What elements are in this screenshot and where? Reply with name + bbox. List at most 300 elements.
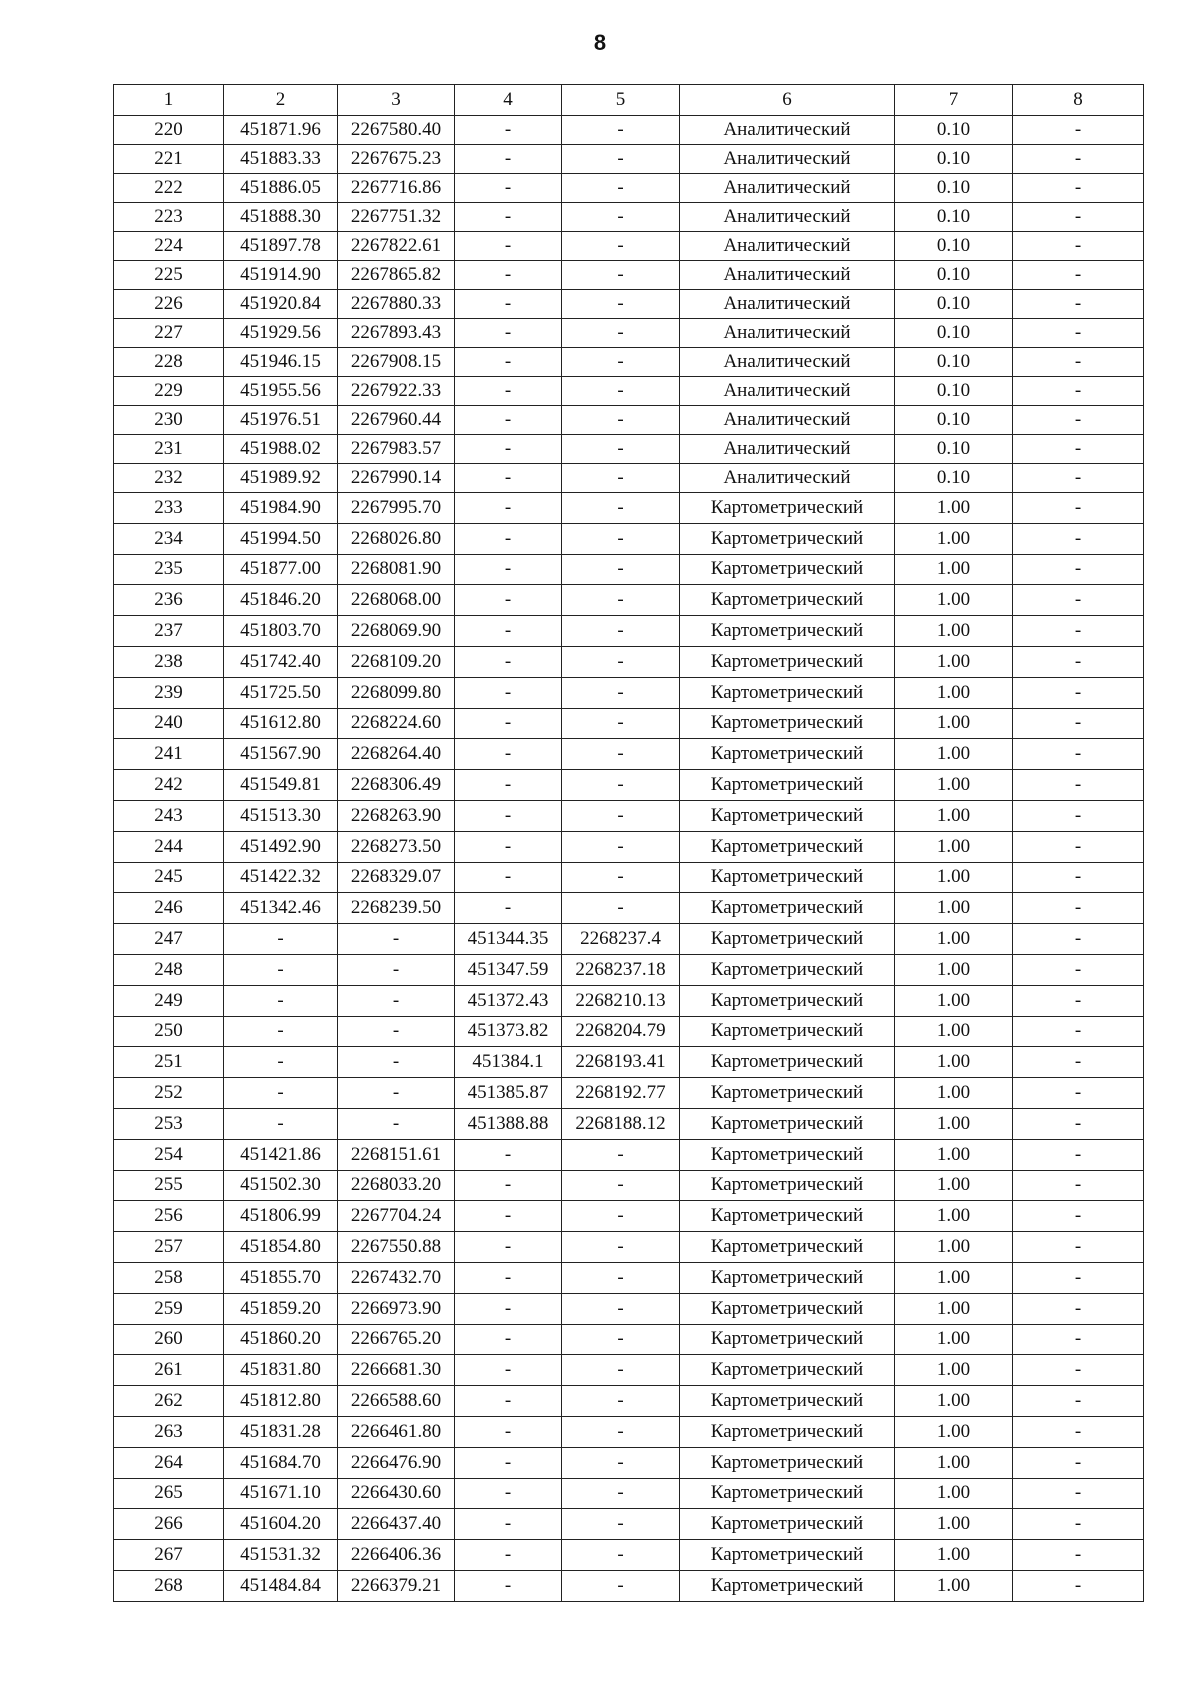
note-cell: - bbox=[1013, 1170, 1144, 1201]
x-cell: 451854.80 bbox=[224, 1232, 338, 1263]
y-new-cell: - bbox=[562, 1570, 680, 1601]
y-cell: 2268263.90 bbox=[338, 800, 455, 831]
note-cell: - bbox=[1013, 954, 1144, 985]
table-row bbox=[114, 1170, 1144, 1201]
method-cell: Картометрический bbox=[680, 616, 895, 647]
accuracy-cell: 1.00 bbox=[895, 1478, 1013, 1509]
y-cell: - bbox=[338, 954, 455, 985]
table-row bbox=[114, 1447, 1144, 1478]
table-row bbox=[114, 1324, 1144, 1355]
table-row bbox=[114, 319, 1144, 348]
y-cell: - bbox=[338, 1047, 455, 1078]
method-cell: Картометрический bbox=[680, 1139, 895, 1170]
note-cell: - bbox=[1013, 1416, 1144, 1447]
x-new-cell: - bbox=[455, 585, 562, 616]
x-cell: 451888.30 bbox=[224, 203, 338, 232]
note-cell: - bbox=[1013, 232, 1144, 261]
x-new-cell: - bbox=[455, 145, 562, 174]
table-row bbox=[114, 1139, 1144, 1170]
accuracy-cell: 1.00 bbox=[895, 677, 1013, 708]
accuracy-cell: 1.00 bbox=[895, 1078, 1013, 1109]
coordinates-table bbox=[113, 84, 1144, 1602]
y-new-cell: - bbox=[562, 1509, 680, 1540]
y-cell: 2267580.40 bbox=[338, 116, 455, 145]
accuracy-cell: 1.00 bbox=[895, 1416, 1013, 1447]
y-cell: 2267822.61 bbox=[338, 232, 455, 261]
accuracy-cell: 0.10 bbox=[895, 261, 1013, 290]
x-new-cell: - bbox=[455, 862, 562, 893]
point-number-cell: 227 bbox=[114, 319, 224, 348]
y-cell: 2267880.33 bbox=[338, 290, 455, 319]
y-cell: 2268273.50 bbox=[338, 831, 455, 862]
column-header: 5 bbox=[562, 85, 680, 116]
table-row bbox=[114, 1570, 1144, 1601]
accuracy-cell: 1.00 bbox=[895, 1540, 1013, 1571]
method-cell: Картометрический bbox=[680, 893, 895, 924]
table-row bbox=[114, 116, 1144, 145]
y-cell: 2268264.40 bbox=[338, 739, 455, 770]
y-new-cell: - bbox=[562, 1139, 680, 1170]
accuracy-cell: 0.10 bbox=[895, 464, 1013, 493]
accuracy-cell: 1.00 bbox=[895, 1293, 1013, 1324]
point-number-cell: 238 bbox=[114, 646, 224, 677]
y-cell: 2266379.21 bbox=[338, 1570, 455, 1601]
y-new-cell: - bbox=[562, 616, 680, 647]
y-cell: 2268109.20 bbox=[338, 646, 455, 677]
y-new-cell: 2268210.13 bbox=[562, 985, 680, 1016]
table-row bbox=[114, 1201, 1144, 1232]
y-new-cell: - bbox=[562, 1447, 680, 1478]
note-cell: - bbox=[1013, 1078, 1144, 1109]
column-header: 6 bbox=[680, 85, 895, 116]
method-cell: Картометрический bbox=[680, 1324, 895, 1355]
x-new-cell: - bbox=[455, 319, 562, 348]
note-cell: - bbox=[1013, 1386, 1144, 1417]
x-cell: 451877.00 bbox=[224, 554, 338, 585]
x-new-cell: - bbox=[455, 174, 562, 203]
table-row bbox=[114, 770, 1144, 801]
note-cell: - bbox=[1013, 290, 1144, 319]
y-cell: 2266437.40 bbox=[338, 1509, 455, 1540]
note-cell: - bbox=[1013, 1232, 1144, 1263]
x-cell: 451806.99 bbox=[224, 1201, 338, 1232]
accuracy-cell: 0.10 bbox=[895, 319, 1013, 348]
method-cell: Аналитический bbox=[680, 116, 895, 145]
accuracy-cell: 1.00 bbox=[895, 770, 1013, 801]
table-row bbox=[114, 145, 1144, 174]
point-number-cell: 264 bbox=[114, 1447, 224, 1478]
method-cell: Картометрический bbox=[680, 1047, 895, 1078]
x-new-cell: - bbox=[455, 1201, 562, 1232]
x-new-cell: - bbox=[455, 800, 562, 831]
accuracy-cell: 1.00 bbox=[895, 954, 1013, 985]
x-cell: 451914.90 bbox=[224, 261, 338, 290]
note-cell: - bbox=[1013, 493, 1144, 524]
accuracy-cell: 1.00 bbox=[895, 708, 1013, 739]
x-cell: 451612.80 bbox=[224, 708, 338, 739]
table-row bbox=[114, 1386, 1144, 1417]
method-cell: Аналитический bbox=[680, 435, 895, 464]
method-cell: Аналитический bbox=[680, 232, 895, 261]
y-cell: 2267865.82 bbox=[338, 261, 455, 290]
method-cell: Картометрический bbox=[680, 1447, 895, 1478]
table-row bbox=[114, 435, 1144, 464]
x-new-cell: - bbox=[455, 1447, 562, 1478]
x-new-cell: - bbox=[455, 523, 562, 554]
point-number-cell: 234 bbox=[114, 523, 224, 554]
point-number-cell: 237 bbox=[114, 616, 224, 647]
table-row bbox=[114, 616, 1144, 647]
accuracy-cell: 1.00 bbox=[895, 1016, 1013, 1047]
x-new-cell: - bbox=[455, 203, 562, 232]
x-new-cell: 451385.87 bbox=[455, 1078, 562, 1109]
y-new-cell: 2268204.79 bbox=[562, 1016, 680, 1047]
accuracy-cell: 1.00 bbox=[895, 1108, 1013, 1139]
x-new-cell: - bbox=[455, 1509, 562, 1540]
y-new-cell: - bbox=[562, 677, 680, 708]
point-number-cell: 230 bbox=[114, 406, 224, 435]
y-cell: 2267675.23 bbox=[338, 145, 455, 174]
table-row bbox=[114, 174, 1144, 203]
x-cell: 451976.51 bbox=[224, 406, 338, 435]
x-new-cell: - bbox=[455, 261, 562, 290]
y-cell: 2267908.15 bbox=[338, 348, 455, 377]
table-row bbox=[114, 290, 1144, 319]
x-cell: - bbox=[224, 985, 338, 1016]
y-new-cell: - bbox=[562, 523, 680, 554]
table-row bbox=[114, 1293, 1144, 1324]
y-new-cell: - bbox=[562, 1355, 680, 1386]
table-row bbox=[114, 708, 1144, 739]
table-row bbox=[114, 1108, 1144, 1139]
method-cell: Картометрический bbox=[680, 770, 895, 801]
point-number-cell: 239 bbox=[114, 677, 224, 708]
table-row bbox=[114, 1416, 1144, 1447]
table-row bbox=[114, 1047, 1144, 1078]
accuracy-cell: 0.10 bbox=[895, 290, 1013, 319]
point-number-cell: 245 bbox=[114, 862, 224, 893]
y-new-cell: - bbox=[562, 1232, 680, 1263]
table-row bbox=[114, 1232, 1144, 1263]
y-new-cell: - bbox=[562, 1262, 680, 1293]
method-cell: Картометрический bbox=[680, 1262, 895, 1293]
table-row bbox=[114, 406, 1144, 435]
x-cell: 451897.78 bbox=[224, 232, 338, 261]
x-cell: 451860.20 bbox=[224, 1324, 338, 1355]
x-new-cell: 451384.1 bbox=[455, 1047, 562, 1078]
column-header: 4 bbox=[455, 85, 562, 116]
x-cell: 451604.20 bbox=[224, 1509, 338, 1540]
x-cell: 451492.90 bbox=[224, 831, 338, 862]
point-number-cell: 258 bbox=[114, 1262, 224, 1293]
point-number-cell: 242 bbox=[114, 770, 224, 801]
y-cell: 2267704.24 bbox=[338, 1201, 455, 1232]
y-new-cell: - bbox=[562, 708, 680, 739]
x-new-cell: - bbox=[455, 290, 562, 319]
y-cell: - bbox=[338, 985, 455, 1016]
method-cell: Аналитический bbox=[680, 377, 895, 406]
x-new-cell: - bbox=[455, 677, 562, 708]
x-cell: 451549.81 bbox=[224, 770, 338, 801]
method-cell: Картометрический bbox=[680, 1355, 895, 1386]
point-number-cell: 229 bbox=[114, 377, 224, 406]
y-cell: - bbox=[338, 924, 455, 955]
x-cell: 451742.40 bbox=[224, 646, 338, 677]
y-cell: 2268329.07 bbox=[338, 862, 455, 893]
accuracy-cell: 1.00 bbox=[895, 831, 1013, 862]
x-new-cell: - bbox=[455, 435, 562, 464]
method-cell: Аналитический bbox=[680, 406, 895, 435]
accuracy-cell: 1.00 bbox=[895, 1447, 1013, 1478]
accuracy-cell: 1.00 bbox=[895, 1355, 1013, 1386]
y-new-cell: - bbox=[562, 770, 680, 801]
x-cell: 451531.32 bbox=[224, 1540, 338, 1571]
y-cell: 2268069.90 bbox=[338, 616, 455, 647]
accuracy-cell: 1.00 bbox=[895, 1047, 1013, 1078]
x-cell: - bbox=[224, 1078, 338, 1109]
table-row bbox=[114, 1262, 1144, 1293]
y-new-cell: - bbox=[562, 464, 680, 493]
method-cell: Картометрический bbox=[680, 800, 895, 831]
note-cell: - bbox=[1013, 1540, 1144, 1571]
method-cell: Картометрический bbox=[680, 493, 895, 524]
y-new-cell: 2268237.4 bbox=[562, 924, 680, 955]
y-new-cell: - bbox=[562, 174, 680, 203]
note-cell: - bbox=[1013, 348, 1144, 377]
table-row bbox=[114, 348, 1144, 377]
method-cell: Картометрический bbox=[680, 924, 895, 955]
x-cell: 451684.70 bbox=[224, 1447, 338, 1478]
x-new-cell: - bbox=[455, 1170, 562, 1201]
point-number-cell: 247 bbox=[114, 924, 224, 955]
x-cell: 451502.30 bbox=[224, 1170, 338, 1201]
note-cell: - bbox=[1013, 893, 1144, 924]
x-new-cell: - bbox=[455, 348, 562, 377]
y-cell: 2268026.80 bbox=[338, 523, 455, 554]
note-cell: - bbox=[1013, 924, 1144, 955]
note-cell: - bbox=[1013, 261, 1144, 290]
x-cell: 451803.70 bbox=[224, 616, 338, 647]
y-cell: 2267432.70 bbox=[338, 1262, 455, 1293]
y-cell: - bbox=[338, 1108, 455, 1139]
y-new-cell: - bbox=[562, 1170, 680, 1201]
accuracy-cell: 1.00 bbox=[895, 893, 1013, 924]
point-number-cell: 224 bbox=[114, 232, 224, 261]
point-number-cell: 226 bbox=[114, 290, 224, 319]
y-cell: 2268033.20 bbox=[338, 1170, 455, 1201]
note-cell: - bbox=[1013, 554, 1144, 585]
method-cell: Картометрический bbox=[680, 1108, 895, 1139]
table-row bbox=[114, 377, 1144, 406]
accuracy-cell: 0.10 bbox=[895, 435, 1013, 464]
note-cell: - bbox=[1013, 1139, 1144, 1170]
x-new-cell: - bbox=[455, 406, 562, 435]
y-cell: 2268081.90 bbox=[338, 554, 455, 585]
x-cell: 451859.20 bbox=[224, 1293, 338, 1324]
accuracy-cell: 0.10 bbox=[895, 377, 1013, 406]
x-cell: - bbox=[224, 1016, 338, 1047]
method-cell: Аналитический bbox=[680, 174, 895, 203]
method-cell: Картометрический bbox=[680, 1478, 895, 1509]
y-new-cell: - bbox=[562, 290, 680, 319]
x-new-cell: - bbox=[455, 770, 562, 801]
x-new-cell: - bbox=[455, 616, 562, 647]
method-cell: Картометрический bbox=[680, 1416, 895, 1447]
note-cell: - bbox=[1013, 1047, 1144, 1078]
method-cell: Картометрический bbox=[680, 862, 895, 893]
x-new-cell: 451347.59 bbox=[455, 954, 562, 985]
y-new-cell: - bbox=[562, 406, 680, 435]
accuracy-cell: 0.10 bbox=[895, 145, 1013, 174]
x-cell: 451988.02 bbox=[224, 435, 338, 464]
table-row bbox=[114, 585, 1144, 616]
y-cell: 2267983.57 bbox=[338, 435, 455, 464]
point-number-cell: 221 bbox=[114, 145, 224, 174]
x-cell: 451342.46 bbox=[224, 893, 338, 924]
x-cell: 451871.96 bbox=[224, 116, 338, 145]
y-cell: 2266973.90 bbox=[338, 1293, 455, 1324]
x-cell: - bbox=[224, 924, 338, 955]
y-cell: 2268224.60 bbox=[338, 708, 455, 739]
note-cell: - bbox=[1013, 677, 1144, 708]
method-cell: Картометрический bbox=[680, 1540, 895, 1571]
column-header: 7 bbox=[895, 85, 1013, 116]
point-number-cell: 249 bbox=[114, 985, 224, 1016]
x-new-cell: - bbox=[455, 377, 562, 406]
note-cell: - bbox=[1013, 203, 1144, 232]
note-cell: - bbox=[1013, 1324, 1144, 1355]
method-cell: Картометрический bbox=[680, 646, 895, 677]
y-new-cell: - bbox=[562, 646, 680, 677]
method-cell: Картометрический bbox=[680, 1016, 895, 1047]
x-cell: 451567.90 bbox=[224, 739, 338, 770]
x-cell: - bbox=[224, 954, 338, 985]
y-cell: 2266430.60 bbox=[338, 1478, 455, 1509]
x-new-cell: - bbox=[455, 554, 562, 585]
note-cell: - bbox=[1013, 464, 1144, 493]
x-new-cell: - bbox=[455, 1355, 562, 1386]
method-cell: Аналитический bbox=[680, 261, 895, 290]
y-new-cell: - bbox=[562, 261, 680, 290]
y-cell: 2268099.80 bbox=[338, 677, 455, 708]
point-number-cell: 223 bbox=[114, 203, 224, 232]
table-row bbox=[114, 862, 1144, 893]
accuracy-cell: 1.00 bbox=[895, 1139, 1013, 1170]
table-row bbox=[114, 985, 1144, 1016]
y-cell: 2268306.49 bbox=[338, 770, 455, 801]
note-cell: - bbox=[1013, 800, 1144, 831]
accuracy-cell: 1.00 bbox=[895, 1232, 1013, 1263]
x-new-cell: - bbox=[455, 893, 562, 924]
method-cell: Аналитический bbox=[680, 203, 895, 232]
x-cell: 451929.56 bbox=[224, 319, 338, 348]
table-row bbox=[114, 1016, 1144, 1047]
y-new-cell: 2268188.12 bbox=[562, 1108, 680, 1139]
note-cell: - bbox=[1013, 406, 1144, 435]
x-new-cell: - bbox=[455, 1478, 562, 1509]
y-new-cell: - bbox=[562, 1416, 680, 1447]
y-new-cell: 2268192.77 bbox=[562, 1078, 680, 1109]
table-row bbox=[114, 554, 1144, 585]
method-cell: Картометрический bbox=[680, 708, 895, 739]
table-row bbox=[114, 893, 1144, 924]
accuracy-cell: 1.00 bbox=[895, 493, 1013, 524]
page-number: 8 bbox=[593, 30, 607, 55]
accuracy-cell: 0.10 bbox=[895, 232, 1013, 261]
y-new-cell: - bbox=[562, 377, 680, 406]
x-new-cell: - bbox=[455, 232, 562, 261]
note-cell: - bbox=[1013, 1201, 1144, 1232]
table-row bbox=[114, 1478, 1144, 1509]
note-cell: - bbox=[1013, 1509, 1144, 1540]
x-cell: 451513.30 bbox=[224, 800, 338, 831]
point-number-cell: 260 bbox=[114, 1324, 224, 1355]
accuracy-cell: 0.10 bbox=[895, 116, 1013, 145]
point-number-cell: 255 bbox=[114, 1170, 224, 1201]
note-cell: - bbox=[1013, 145, 1144, 174]
x-new-cell: - bbox=[455, 116, 562, 145]
method-cell: Аналитический bbox=[680, 290, 895, 319]
point-number-cell: 248 bbox=[114, 954, 224, 985]
x-new-cell: - bbox=[455, 1324, 562, 1355]
accuracy-cell: 0.10 bbox=[895, 406, 1013, 435]
point-number-cell: 222 bbox=[114, 174, 224, 203]
accuracy-cell: 1.00 bbox=[895, 616, 1013, 647]
x-new-cell: - bbox=[455, 1262, 562, 1293]
x-new-cell: - bbox=[455, 1293, 562, 1324]
table-row bbox=[114, 646, 1144, 677]
method-cell: Картометрический bbox=[680, 1170, 895, 1201]
y-new-cell: - bbox=[562, 232, 680, 261]
x-cell: 451671.10 bbox=[224, 1478, 338, 1509]
point-number-cell: 253 bbox=[114, 1108, 224, 1139]
table-row bbox=[114, 800, 1144, 831]
table-row bbox=[114, 493, 1144, 524]
note-cell: - bbox=[1013, 1447, 1144, 1478]
method-cell: Картометрический bbox=[680, 523, 895, 554]
note-cell: - bbox=[1013, 616, 1144, 647]
point-number-cell: 236 bbox=[114, 585, 224, 616]
method-cell: Картометрический bbox=[680, 1293, 895, 1324]
x-cell: - bbox=[224, 1047, 338, 1078]
y-cell: 2266406.36 bbox=[338, 1540, 455, 1571]
point-number-cell: 261 bbox=[114, 1355, 224, 1386]
method-cell: Картометрический bbox=[680, 1509, 895, 1540]
x-cell: 451812.80 bbox=[224, 1386, 338, 1417]
method-cell: Картометрический bbox=[680, 954, 895, 985]
note-cell: - bbox=[1013, 1478, 1144, 1509]
y-new-cell: 2268237.18 bbox=[562, 954, 680, 985]
accuracy-cell: 1.00 bbox=[895, 523, 1013, 554]
x-new-cell: 451373.82 bbox=[455, 1016, 562, 1047]
note-cell: - bbox=[1013, 1570, 1144, 1601]
x-cell: 451984.90 bbox=[224, 493, 338, 524]
accuracy-cell: 0.10 bbox=[895, 348, 1013, 377]
table-row bbox=[114, 1509, 1144, 1540]
method-cell: Картометрический bbox=[680, 1570, 895, 1601]
y-cell: 2267550.88 bbox=[338, 1232, 455, 1263]
point-number-cell: 251 bbox=[114, 1047, 224, 1078]
y-new-cell: - bbox=[562, 1478, 680, 1509]
point-number-cell: 231 bbox=[114, 435, 224, 464]
note-cell: - bbox=[1013, 523, 1144, 554]
note-cell: - bbox=[1013, 1108, 1144, 1139]
table-row bbox=[114, 1078, 1144, 1109]
accuracy-cell: 0.10 bbox=[895, 203, 1013, 232]
header-row bbox=[114, 85, 1144, 116]
x-cell: 451725.50 bbox=[224, 677, 338, 708]
method-cell: Картометрический bbox=[680, 554, 895, 585]
